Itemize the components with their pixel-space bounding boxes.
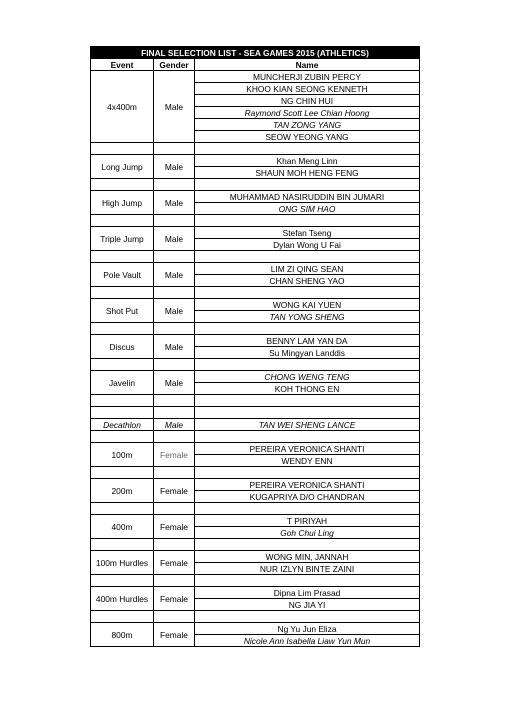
athlete-name: Goh Chui Ling [195, 527, 420, 539]
spacer-row [91, 251, 420, 263]
empty-cell [195, 287, 420, 299]
athlete-name: MUHAMMAD NASIRUDDIN BIN JUMARI [195, 191, 420, 203]
spacer-row [91, 575, 420, 587]
athlete-name: CHONG WENG TENG [195, 371, 420, 383]
gender-cell: Male [154, 71, 195, 143]
empty-cell [154, 323, 195, 335]
event-cell: Shot Put [91, 299, 154, 323]
spacer-row [91, 611, 420, 623]
empty-cell [154, 431, 195, 443]
athlete-name: KUGAPRIYA D/O CHANDRAN [195, 491, 420, 503]
empty-cell [154, 179, 195, 191]
athlete-row [91, 551, 420, 563]
empty-cell [91, 431, 154, 443]
empty-cell [195, 539, 420, 551]
event-cell: 800m [91, 623, 154, 647]
gender-cell: Male [154, 227, 195, 251]
athlete-name: Nicole Ann Isabella Liaw Yun Mun [195, 635, 420, 647]
sheet-title: FINAL SELECTION LIST - SEA GAMES 2015 (ATHLETICS) [91, 47, 420, 59]
header-row [91, 59, 420, 71]
empty-cell [154, 287, 195, 299]
empty-cell [195, 575, 420, 587]
empty-cell [154, 251, 195, 263]
empty-cell [91, 215, 154, 227]
spacer-row [91, 503, 420, 515]
athlete-row [91, 479, 420, 491]
empty-cell [91, 575, 154, 587]
athlete-name: Stefan Tseng [195, 227, 420, 239]
empty-cell [91, 251, 154, 263]
spacer-row [91, 407, 420, 419]
gender-cell: Female [154, 587, 195, 611]
spacer-row [91, 539, 420, 551]
gender-cell: Male [154, 191, 195, 215]
athlete-name: LIM ZI QING SEAN [195, 263, 420, 275]
empty-cell [195, 503, 420, 515]
empty-cell [154, 143, 195, 155]
athlete-row [91, 587, 420, 599]
empty-cell [195, 359, 420, 371]
empty-cell [91, 539, 154, 551]
empty-cell [195, 395, 420, 407]
name-header: Name [195, 59, 420, 71]
empty-cell [91, 287, 154, 299]
athlete-name: PEREIRA VERONICA SHANTI [195, 443, 420, 455]
event-cell: 100m Hurdles [91, 551, 154, 575]
event-cell: Long Jump [91, 155, 154, 179]
spacer-row [91, 323, 420, 335]
gender-cell: Male [154, 299, 195, 323]
empty-cell [195, 215, 420, 227]
athlete-row [91, 335, 420, 347]
athlete-name: PEREIRA VERONICA SHANTI [195, 479, 420, 491]
empty-cell [91, 467, 154, 479]
athlete-row [91, 263, 420, 275]
athlete-row [91, 71, 420, 83]
athlete-row [91, 443, 420, 455]
athlete-name: TAN ZONG YANG [195, 119, 420, 131]
athlete-name: Su Mingyan Landdis [195, 347, 420, 359]
gender-cell: Female [154, 443, 195, 467]
event-cell: Triple Jump [91, 227, 154, 251]
athlete-name: NUR IZLYN BINTE ZAINI [195, 563, 420, 575]
athlete-name: T PIRIYAH [195, 515, 420, 527]
spacer-row [91, 395, 420, 407]
event-cell: Javelin [91, 371, 154, 395]
gender-cell: Female [154, 515, 195, 539]
athlete-name: KHOO KIAN SEONG KENNETH [195, 83, 420, 95]
gender-cell: Male [154, 419, 195, 431]
spacer-row [91, 143, 420, 155]
empty-cell [91, 611, 154, 623]
empty-cell [154, 575, 195, 587]
empty-cell [91, 359, 154, 371]
athlete-name: TAN YONG SHENG [195, 311, 420, 323]
empty-cell [154, 215, 195, 227]
spacer-row [91, 179, 420, 191]
gender-cell: Male [154, 371, 195, 395]
spacer-row [91, 287, 420, 299]
event-cell: 400m [91, 515, 154, 539]
athlete-name: Khan Meng Linn [195, 155, 420, 167]
event-cell: Discus [91, 335, 154, 359]
athlete-name: Raymond Scott Lee Chian Hoong [195, 107, 420, 119]
athlete-name: WENDY ENN [195, 455, 420, 467]
athlete-name: WONG MIN, JANNAH [195, 551, 420, 563]
athlete-name: MUNCHERJI ZUBIN PERCY [195, 71, 420, 83]
athlete-name: NG JIA YI [195, 599, 420, 611]
athlete-name: Dipna Lim Prasad [195, 587, 420, 599]
event-cell: 100m [91, 443, 154, 467]
empty-cell [195, 431, 420, 443]
empty-cell [154, 539, 195, 551]
empty-cell [195, 143, 420, 155]
empty-cell [154, 467, 195, 479]
empty-cell [91, 503, 154, 515]
athlete-row [91, 227, 420, 239]
event-cell: High Jump [91, 191, 154, 215]
event-cell: Pole Vault [91, 263, 154, 287]
athlete-row [91, 623, 420, 635]
athlete-name: ONG SIM HAO [195, 203, 420, 215]
athlete-name: SEOW YEONG YANG [195, 131, 420, 143]
event-header: Event [91, 59, 154, 71]
athlete-name: TAN WEI SHENG LANCE [195, 419, 420, 431]
athlete-name: WONG KAI YUEN [195, 299, 420, 311]
event-cell: 200m [91, 479, 154, 503]
gender-cell: Female [154, 551, 195, 575]
spacer-row [91, 431, 420, 443]
gender-header: Gender [154, 59, 195, 71]
empty-cell [154, 407, 195, 419]
empty-cell [91, 143, 154, 155]
empty-cell [91, 407, 154, 419]
athlete-row [91, 155, 420, 167]
athlete-name: BENNY LAM YAN DA [195, 335, 420, 347]
empty-cell [154, 503, 195, 515]
empty-cell [195, 179, 420, 191]
empty-cell [91, 179, 154, 191]
athlete-name: CHAN SHENG YAO [195, 275, 420, 287]
athlete-name: NG CHIN HUI [195, 95, 420, 107]
gender-cell: Male [154, 155, 195, 179]
empty-cell [154, 359, 195, 371]
athlete-row [91, 371, 420, 383]
title-row [91, 47, 420, 59]
empty-cell [91, 395, 154, 407]
athlete-name: KOH THONG EN [195, 383, 420, 395]
athlete-row [91, 299, 420, 311]
spacer-row [91, 215, 420, 227]
spacer-row [91, 359, 420, 371]
event-cell: 4x400m [91, 71, 154, 143]
selection-list-table [90, 46, 420, 647]
gender-cell: Male [154, 263, 195, 287]
empty-cell [91, 323, 154, 335]
empty-cell [154, 611, 195, 623]
athlete-row [91, 191, 420, 203]
athlete-name: Dylan Wong U Fai [195, 239, 420, 251]
gender-cell: Female [154, 623, 195, 647]
empty-cell [195, 323, 420, 335]
empty-cell [195, 467, 420, 479]
empty-cell [195, 251, 420, 263]
empty-cell [195, 611, 420, 623]
empty-cell [195, 407, 420, 419]
empty-cell [154, 395, 195, 407]
gender-cell: Female [154, 479, 195, 503]
athlete-row [91, 419, 420, 431]
event-cell: 400m Hurdles [91, 587, 154, 611]
athlete-name: SHAUN MOH HENG FENG [195, 167, 420, 179]
athlete-row [91, 515, 420, 527]
athlete-name: Ng Yu Jun Eliza [195, 623, 420, 635]
spacer-row [91, 467, 420, 479]
event-cell: Decathlon [91, 419, 154, 431]
gender-cell: Male [154, 335, 195, 359]
